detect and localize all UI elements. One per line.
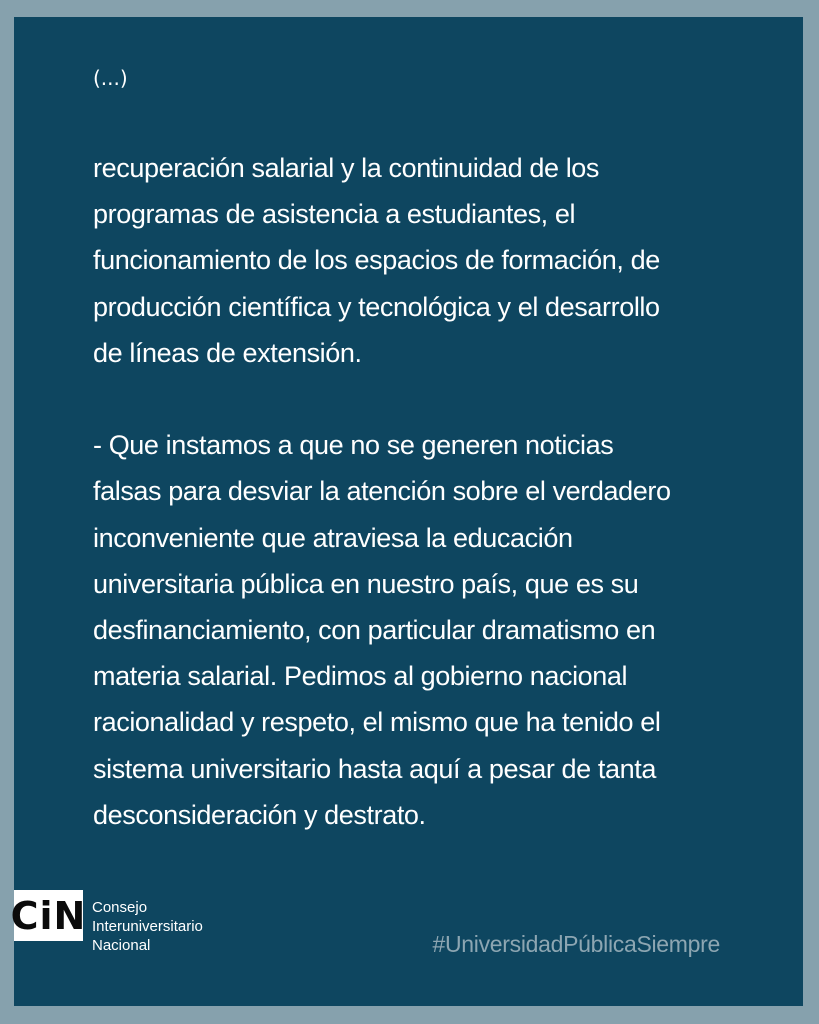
text-line: falsas para desviar la atención sobre el verdadero — [93, 476, 671, 507]
text-line: de líneas de extensión. — [93, 337, 362, 368]
logo-text: CiN — [10, 893, 87, 938]
text-line: programas de asistencia a estudiantes, el — [93, 199, 576, 230]
text-line: universitaria pública en nuestro país, que es su — [93, 568, 639, 599]
hashtag: #UniversidadPúblicaSiempre — [432, 931, 720, 957]
text-line: - Que instamos a que no se generen noticias — [93, 430, 614, 461]
organization-name — [92, 898, 203, 955]
text-line: materia salarial. Pedimos al gobierno nacional — [93, 661, 628, 692]
statement-text — [93, 145, 807, 838]
text-line: racionalidad y respeto, el mismo que ha tenido el — [93, 707, 661, 738]
text-line: inconveniente que atraviesa la educación — [93, 522, 573, 553]
cin-logo — [10, 890, 87, 941]
org-name-line: Consejo — [92, 899, 148, 916]
text-line: recuperación salarial y la continuidad de los — [93, 153, 600, 183]
text-line: sistema universitario hasta aquí a pesar de tanta — [93, 753, 656, 784]
text-line: desconsideración y destrato. — [93, 799, 426, 830]
text-line: desfinanciamiento, con particular dramatismo en — [93, 615, 656, 646]
post-card — [14, 17, 803, 1006]
text-line: producción científica y tecnológica y el desarrollo — [93, 291, 660, 322]
org-name-line: Nacional — [92, 937, 151, 954]
org-name-line: Interuniversitario — [92, 918, 203, 935]
ellipsis-marker: (...) — [93, 66, 128, 90]
paragraph-gap — [93, 376, 807, 422]
text-line: funcionamiento de los espacios de formación, de — [93, 245, 660, 276]
